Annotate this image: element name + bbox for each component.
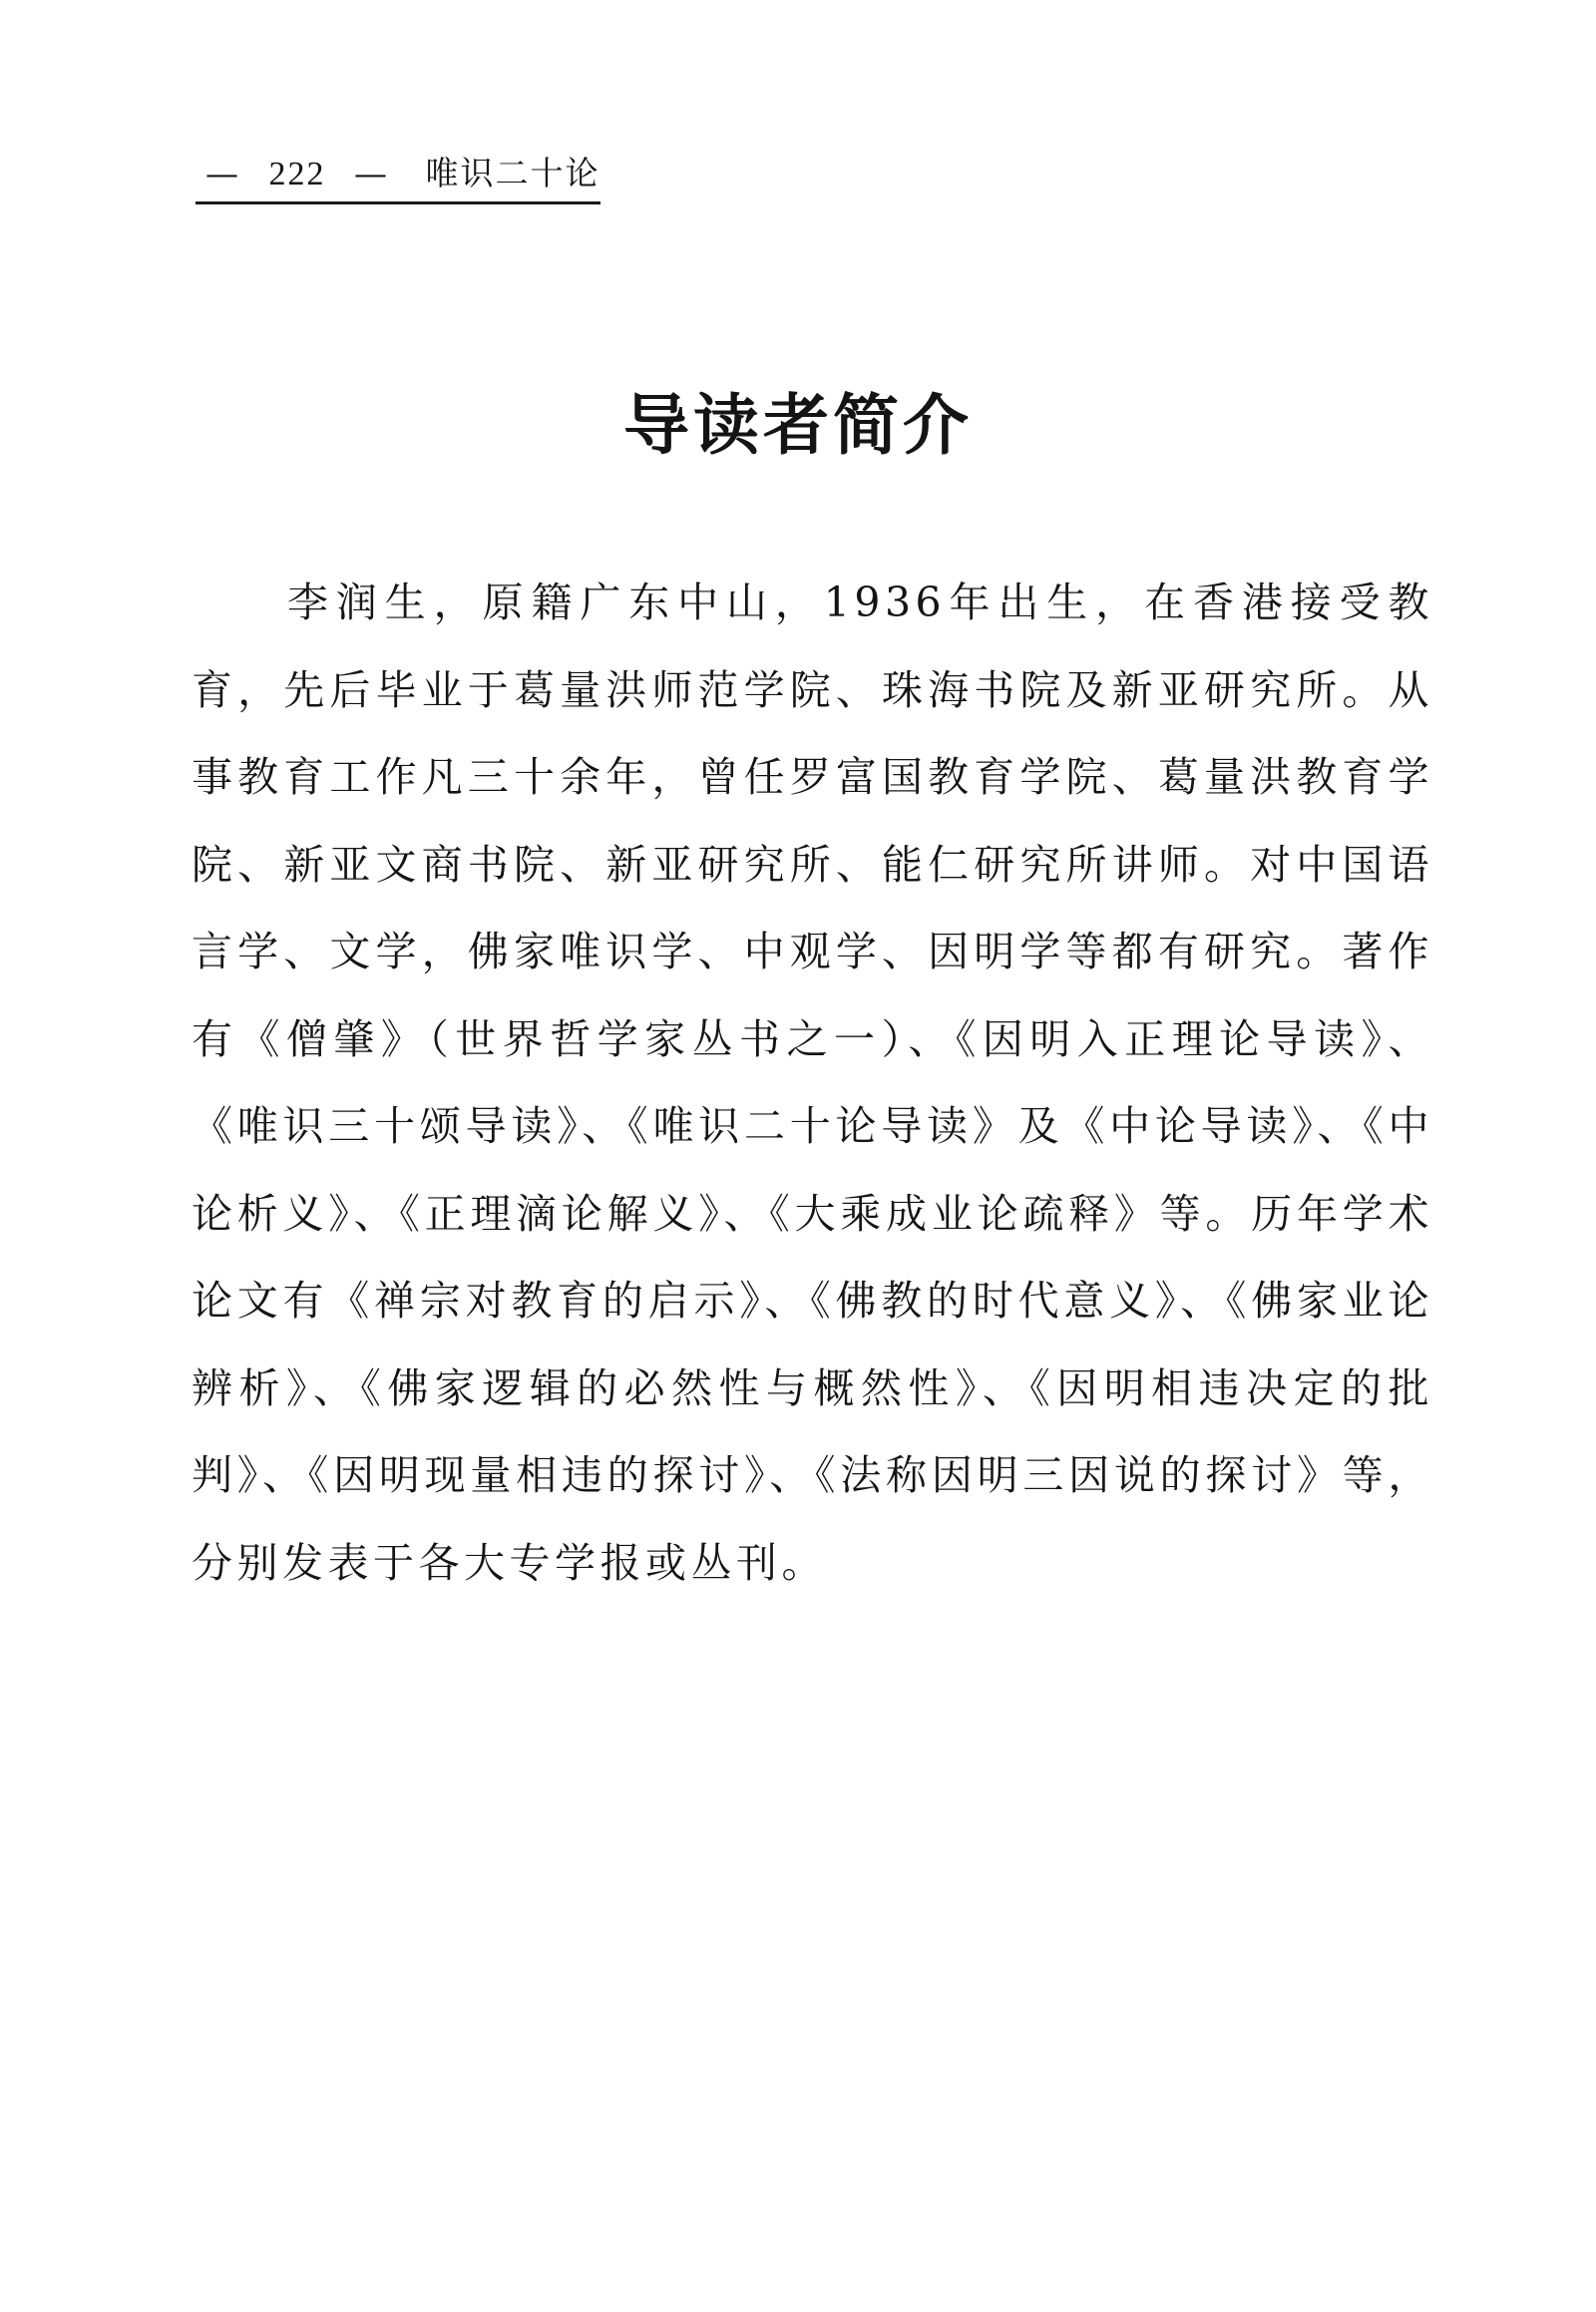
header-dash-left: — [205, 154, 240, 193]
running-header [196, 150, 600, 204]
page-number: 222 [268, 156, 326, 193]
header-dash-right: — [354, 154, 389, 193]
section-title: 导读者简介 [623, 387, 973, 465]
author-bio-paragraph: 李润生，原籍广东中山，1936年出生，在香港接受教育，先后毕业于葛量洪师范学院、珠海书院及新亚研究所。从事教育工作凡三十余年，曾任罗富国教育学院、葛量洪教育学院、新亚文商书院、新亚研究所、能仁研究所讲师。对中国语言学、文学，佛家唯识学、中观学、因明学等都有研究。著作有《僧肇》（世界哲学家丛书之一）、《因明入正理论导读》、《唯识三十颂导读》、《唯识二十论导读》及《中论导读》、《中论析义》、《正理滴论解义》、《大乘成业论疏释》等。历年学术论文有《禅宗对教育的启示》、《佛教的时代意义》、《佛家业论辨析》、《佛家逻辑的必然性与概然性》、《因明相违决定的批判》、《因明现量相违的探讨》、《法称因明三因说的探讨》等，分别发表于各大专学报或丛刊。 [192, 578, 1433, 1587]
book-title: 唯识二十论 [425, 154, 600, 193]
